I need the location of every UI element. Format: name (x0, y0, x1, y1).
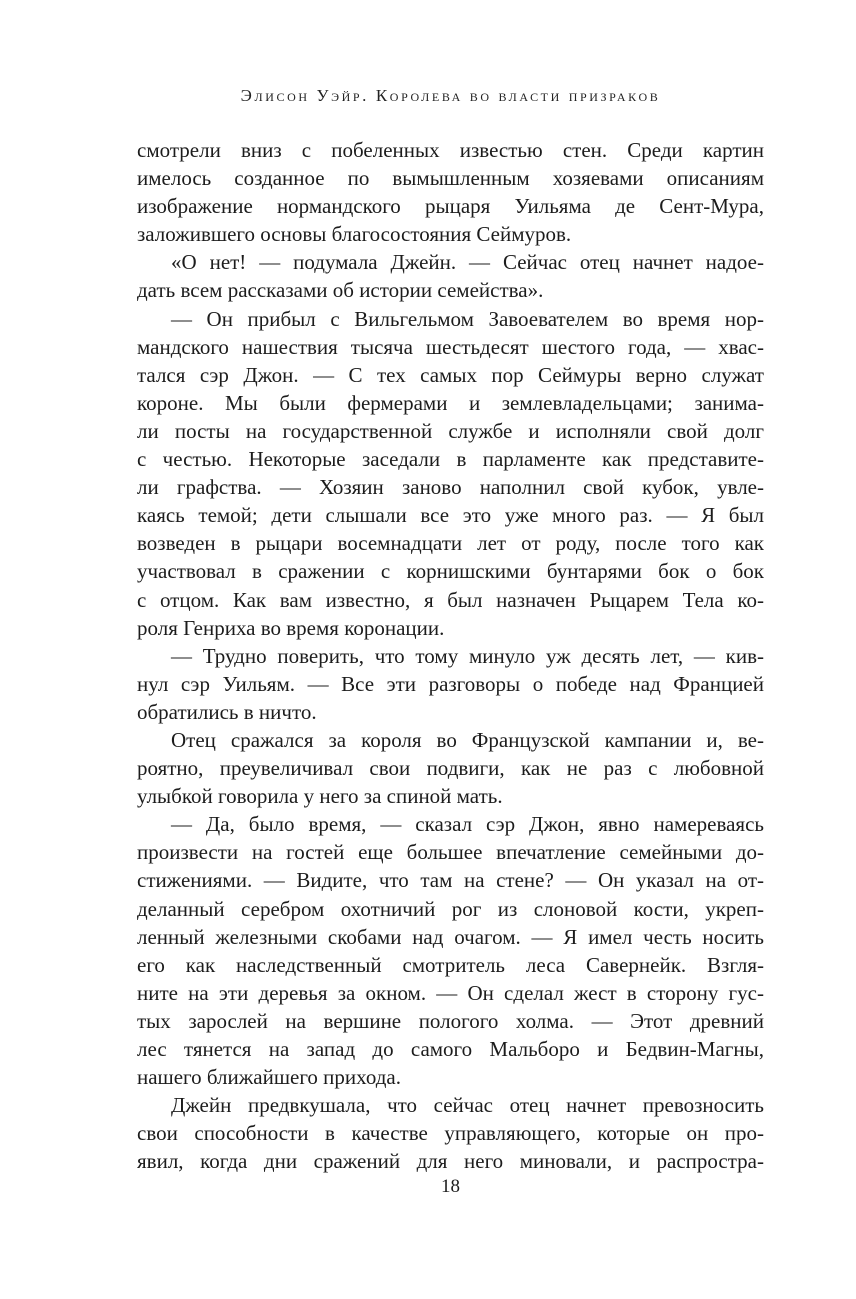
text-line: короне. Мы были фермерами и землевладельцами; занима- (137, 390, 764, 415)
paragraph (137, 726, 764, 810)
text-line: произвести на гостей еще большее впечатление семейными до- (137, 840, 764, 865)
text-line: его как наследственный смотритель леса Савернейк. Взгля- (137, 952, 764, 977)
text-line: ните на эти деревья за окном. — Он сделал жест в сторону гус- (137, 980, 764, 1005)
text-line: лес тянется на запад до самого Мальборо и Бедвин-Магны, (137, 1037, 764, 1061)
text-line: свои способности в качестве управляющего, которые он про- (137, 1121, 764, 1146)
running-header: Элисон Уэйр. Королева во власти призраков (240, 86, 661, 105)
text-line: — Трудно поверить, что тому минуло уж десять лет, — кив- (171, 643, 764, 668)
text-line: с честью. Некоторые заседали в парламенте как представите- (137, 447, 764, 472)
text-line: каясь темой; дети слышали все это уже много раз. — Я был (137, 503, 764, 528)
text-line: роля Генриха во время коронации. (137, 615, 445, 640)
page-number: 18 (441, 1176, 460, 1197)
text-line: тался сэр Джон. — С тех самых пор Сеймуры верно служат (137, 362, 764, 387)
text-line: нул сэр Уильям. — Все эти разговоры о победе над Францией (137, 671, 764, 696)
text-line: Отец сражался за короля во Французской кампании и, ве- (171, 727, 764, 752)
text-line: мандского нашествия тысяча шестьдесят шестого года, — хвас- (137, 334, 764, 359)
text-line: дать всем рассказами об истории семейства». (137, 278, 544, 303)
text-line: изображение нормандского рыцаря Уильяма де Сент-Мура, (137, 194, 764, 219)
text-line: ли посты на государственной службе и исполняли свой долг (137, 418, 764, 443)
text-line: ли графства. — Хозяин заново наполнил свой кубок, увле- (137, 475, 764, 500)
text-line: обратились в ничто. (137, 699, 317, 724)
text-line: улыбкой говорила у него за спиной мать. (137, 784, 503, 809)
text-line: явил, когда дни сражений для него миновали, и распростра- (137, 1149, 764, 1174)
text-line: «О нет! — подумала Джейн. — Сейчас отец начнет надое- (171, 250, 764, 275)
paragraph (137, 810, 764, 1091)
paragraph (137, 642, 764, 726)
text-line: роятно, преувеличивал свои подвиги, как не раз с любовной (137, 756, 764, 781)
text-line: Джейн предвкушала, что сейчас отец начнет превозносить (171, 1093, 764, 1118)
text-line: возведен в рыцари восемнадцати лет от роду, после того как (137, 531, 764, 556)
text-line: — Да, было время, — сказал сэр Джон, явно намереваясь (171, 812, 764, 837)
text-line: заложившего основы благосостояния Сеймуров. (137, 222, 572, 247)
text-line: ленный железными скобами над очагом. — Я имел честь носить (137, 924, 764, 949)
text-line: смотрели вниз с побеленных известью стен. Среди картин (137, 138, 764, 162)
text-line: — Он прибыл с Вильгельмом Завоевателем во время нор- (171, 306, 764, 331)
text-line: участвовал в сражении с корнишскими бунтарями бок о бок (137, 559, 764, 584)
paragraph (137, 248, 764, 304)
text-line: тых зарослей на вершине пологого холма. — Этот древний (137, 1008, 764, 1033)
paragraph (137, 1091, 764, 1175)
paragraph (137, 305, 764, 642)
text-line: деланный серебром охотничий рог из слоновой кости, укреп- (137, 896, 764, 921)
text-line: имелось созданное по вымышленным хозяевами описаниям (137, 166, 764, 191)
text-line: с отцом. Как вам известно, я был назначен Рыцарем Тела ко- (137, 587, 764, 612)
paragraph (137, 136, 764, 248)
text-line: стижениями. — Видите, что там на стене? — Он указал на от- (137, 868, 764, 893)
text-line: нашего ближайшего прихода. (137, 1065, 401, 1090)
page-body (137, 136, 764, 1175)
